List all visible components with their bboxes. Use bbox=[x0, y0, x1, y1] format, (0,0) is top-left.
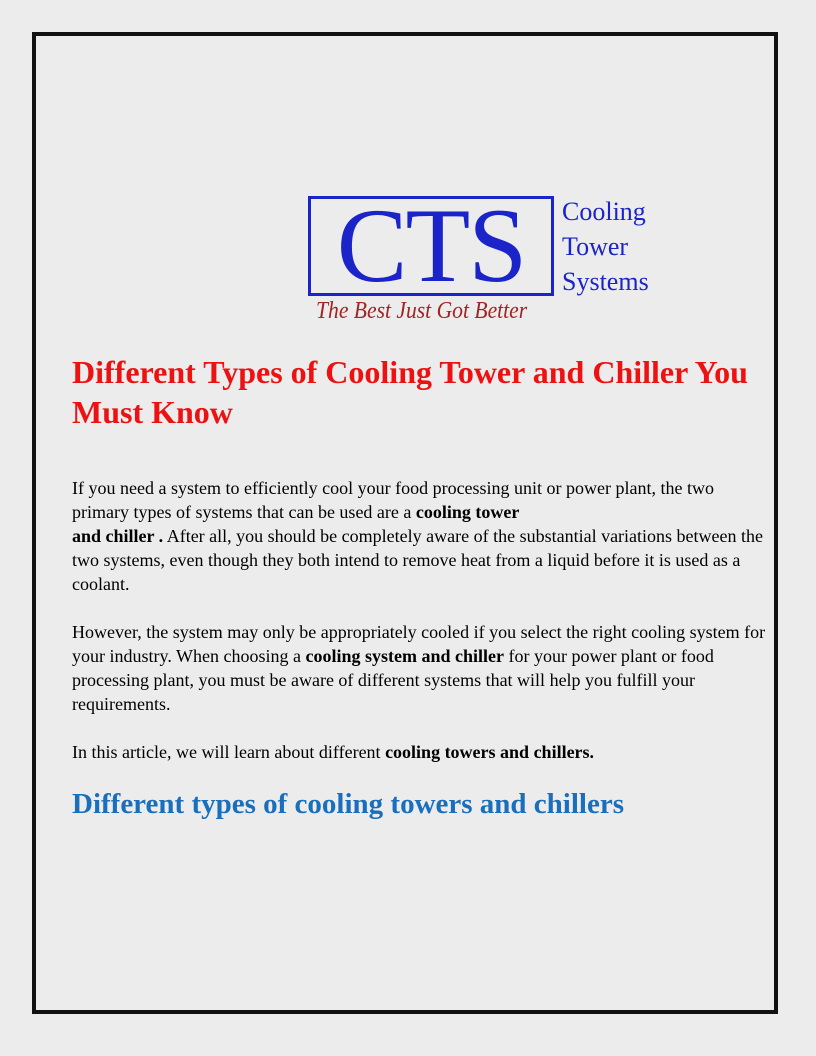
article-bold: cooling towers and chillers. bbox=[385, 742, 595, 762]
intro-bold-chiller: and chiller . bbox=[72, 526, 164, 546]
logo-word-tower: Tower bbox=[562, 232, 629, 261]
intro-text-1: If you need a system to efficiently cool your food processing unit or power plant, the two primary types of systems that can be used are a bbox=[72, 478, 715, 522]
article-text-1: In this article, we will learn about different bbox=[72, 742, 386, 762]
selection-text-1: However, the system may only be appropriately cooled if you select the right cooling system for your industry. When choosing a bbox=[72, 622, 766, 666]
intro-bold-cooling-tower: cooling tower bbox=[415, 502, 520, 522]
intro-paragraph bbox=[72, 476, 772, 596]
article-paragraph bbox=[72, 740, 772, 764]
selection-text-2: for your power plant or food processing plant, you must be aware of different systems that will help you fulfill your requirements. bbox=[72, 646, 714, 714]
selection-paragraph bbox=[72, 620, 772, 716]
cts-logo bbox=[308, 187, 668, 328]
logo-word-systems: Systems bbox=[562, 267, 649, 296]
page-title: Different Types of Cooling Tower and Chiller You Must Know bbox=[72, 354, 748, 430]
selection-bold: cooling system and chiller bbox=[305, 646, 504, 666]
intro-text-2: After all, you should be completely aware of the substantial variations between the two systems, even though they both intend to remove heat from a liquid before it is used as a coolant. bbox=[72, 526, 764, 594]
logo-tagline: The Best Just Got Better bbox=[316, 298, 528, 324]
section-heading: Different types of cooling towers and chillers bbox=[72, 788, 624, 820]
logo-letters: CTS bbox=[336, 187, 526, 304]
logo-words bbox=[562, 194, 649, 299]
logo-word-cooling: Cooling bbox=[562, 197, 646, 226]
